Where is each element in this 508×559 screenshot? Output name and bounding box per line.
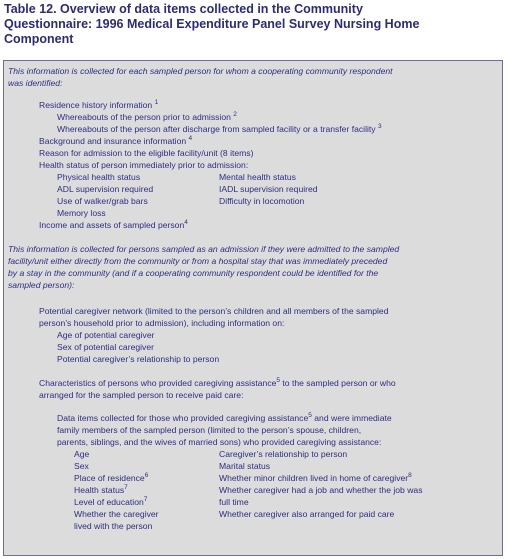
education-item: Level of education$^7$ [74,496,148,507]
section2-intro-line-4: sampled person): [8,280,75,290]
section1-intro-line-2: was identified: [8,78,63,88]
locomotion-item: Difficulty in locomotion [219,196,305,206]
data-items-line-3: parents, siblings, and the wives of married sons) who provided caregiving assistance: [57,437,382,447]
reason-item: Reason for admission to the eligible facility/unit (8 items) [39,148,254,158]
whereabouts-after-item: Whereabouts of the person after discharge from sampled facility or a transfer facility $^3$ [57,123,382,134]
caregiver-relationship-item: Potential caregiver’s relationship to person [57,354,220,364]
table-title-line-3: Component [4,32,74,46]
caregiver-age-item: Age of potential caregiver [57,330,155,340]
walker-item: Use of walker/grab bars [57,196,148,206]
paid-care-item: Whether caregiver also arranged for paid care [219,509,395,519]
job-item-line-1: Whether caregiver had a job and whether the job was [219,485,423,495]
health-status-item: Health status of person immediately prior to admission: [39,160,249,170]
mental-health-item: Mental health status [219,172,296,182]
minor-children-item: Whether minor children lived in home of caregiver$^8$ [219,472,412,483]
memory-item: Memory loss [57,208,106,218]
lived-with-item-line-2: lived with the person [74,521,153,531]
section1-intro-line-1: This information is collected for each sampled person for whom a cooperating community respondent [8,66,393,76]
place-of-residence-item: Place of residence$^6$ [74,472,149,483]
caregiver-sex-item: Sex of potential caregiver [57,342,154,352]
health-status-caregiver-item: Health status$^7$ [74,484,128,495]
age-item: Age [74,449,90,459]
characteristics-line-2: arranged for the sampled person to receive paid care: [39,390,244,400]
income-item: Income and assets of sampled person$^4$ [39,219,188,230]
relationship-item: Caregiver’s relationship to person [219,449,348,459]
adl-item: ADL supervision required [57,184,154,194]
section2-intro-line-3: by a stay in the community (and if a cooperating community respondent could be identified for the [8,268,379,278]
job-item-line-2: full time [219,497,249,507]
residence-history-item: Residence history information $^1$ [39,99,159,110]
iadl-item: IADL supervision required [219,184,318,194]
background-item: Background and insurance information $^4$ [39,135,193,146]
data-items-line-1: Data items collected for those who provided caregiving assistance$^5$ and were immediate [57,412,392,423]
marital-item: Marital status [219,461,271,471]
caregiver-network-line-2: person’s household prior to admission), including information on: [39,318,285,328]
section2-intro-line-2: facility/unit either directly from the community or from a hospital stay that was immediately preceded [8,256,388,266]
section2-intro-line-1: This information is collected for persons sampled as an admission if they were admitted to the sampled [8,244,400,254]
lived-with-item-line-1: Whether the caregiver [74,509,159,519]
table-title-line-2: Questionnaire: 1996 Medical Expenditure Panel Survey Nursing Home [4,17,420,31]
table-title [4,2,504,47]
data-items-line-2: family members of the sampled person (limited to the person’s spouse, children, [57,425,362,435]
sex-item: Sex [74,461,89,471]
table-title-line-1: Table 12. Overview of data items collected in the Community [4,2,363,16]
table-panel [3,60,503,556]
characteristics-line-1: Characteristics of persons who provided caregiving assistance$^5$ to the sampled person or who [39,377,396,388]
caregiver-network-line-1: Potential caregiver network (limited to the person’s children and all members of the sampled [39,306,389,316]
whereabouts-prior-item: Whereabouts of the person prior to admission $^2$ [57,111,237,122]
physical-health-item: Physical health status [57,172,141,182]
